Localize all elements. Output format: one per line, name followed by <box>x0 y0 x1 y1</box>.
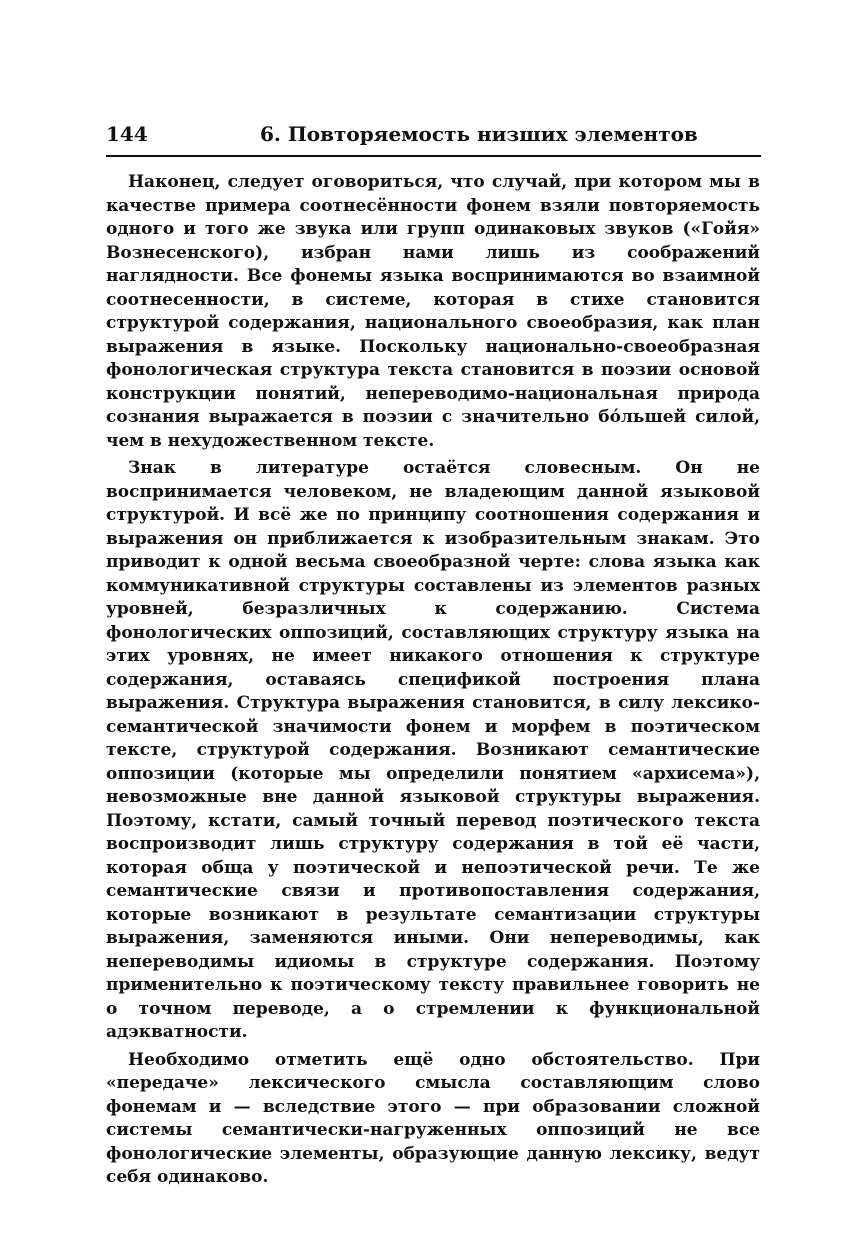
paragraph: Знак в литературе остаётся словесным. Он не воспринимается человеком, не владеющим данной языковой структурой. И всё же по принципу соотношения содержания и выражения он приближается к изобразительным знакам. Это приводит к одной весьма своеобразной черте: слова языка как коммуникативной структуры составлены из элементов разных уровней, безразличных к содержанию. Система фонологических оппозиций, составляющих структуру языка на этих уровнях, не имеет никакого отношения к структуре содержания, оставаясь спецификой построения плана выражения. Структура выражения становится, в силу лексико-семантической значимости фонем и морфем в поэтическом тексте, структурой содержания. Возникают семантические оппозиции (которые мы определили понятием «архисема»), невозможные вне данной языковой структуры выражения. Поэтому, кстати, самый точный перевод поэтического текста воспроизводит лишь структуру содержания в той её части, которая обща у поэтической и непоэтической речи. Те же семантические связи и противопоставления содержания, которые возникают в результате семантизации структуры выражения, заменяются иными. Они непереводимы, как непереводимы идиомы в структуре содержания. Поэтому применительно к поэтическому тексту правильнее говорить не о точном переводе, а о стремлении к функциональной адэкватности. <box>106 458 760 1042</box>
running-head <box>106 119 760 149</box>
paragraph: Наконец, следует оговориться, что случай, при котором мы в качестве примера соотнесённости фонем взяли повторяемость одного и того же звука или групп одинаковых звуков («Гойя» Вознесенского), избран нами лишь из соображений наглядности. Все фонемы языка воспринимаются во взаимной соотнесенности, в системе, которая в стихе становится структурой содержания, национального своеобразия, как план выражения в языке. Поскольку национально-своеобразная фонологическая структура текста становится в поэзии основой конструкции понятий, непереводимо-национальная природа сознания выражается в поэзии с значительно бо́льшей силой, чем в нехудожественном тексте. <box>106 172 760 451</box>
paragraph: Необходимо отметить ещё одно обстоятельство. При «передаче» лексического смысла составляющим слово фонемам и — вследствие этого — при образовании сложной системы семантически-нагруженных оппозиций не все фонологические элементы, образующие данную лексику, ведут себя одинаково. <box>106 1049 760 1187</box>
body-text <box>106 171 760 1194</box>
header-rule <box>106 155 761 157</box>
page-number: 144 <box>106 122 148 146</box>
chapter-title: 6. Повторяемость низших элементов <box>260 122 698 146</box>
